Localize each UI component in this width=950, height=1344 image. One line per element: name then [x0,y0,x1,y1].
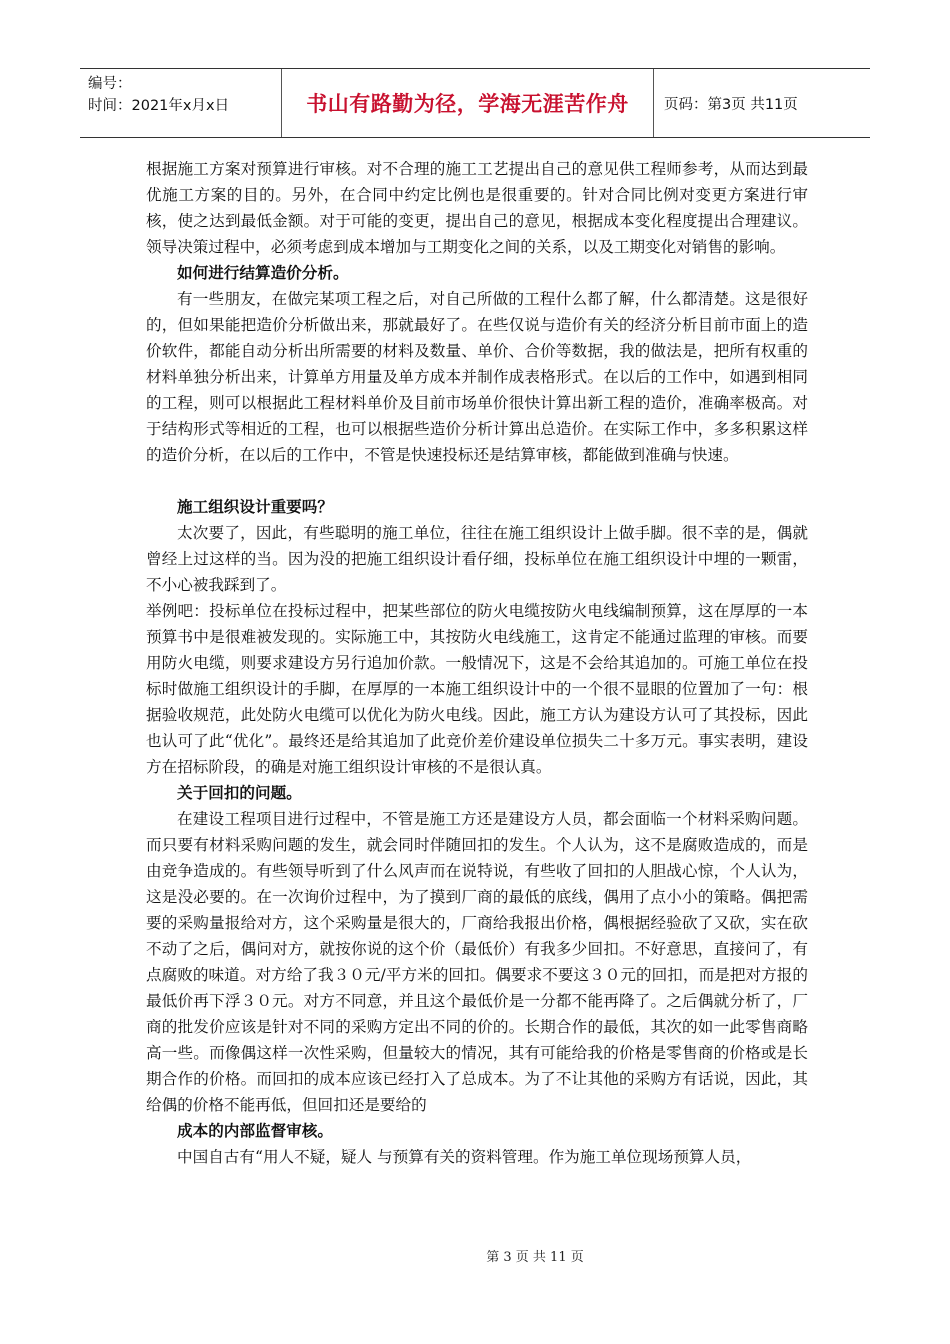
page-header [80,68,870,138]
paragraph-rebate: 在建设工程项目进行过程中，不管是施工方还是建设方人员，都会面临一个材料采购问题。而只要有材料采购问题的发生，就会同时伴随回扣的发生。个人认为，这不是腐败造成的，而是由竞争造成的。有些领导听到了什么风声而在说特说，有些收了回扣的人胆战心惊，个人认为，这是没必要的。在一次询价过程中，为了摸到厂商的最低的底线，偶用了点小小的策略。偶把需要的采购量报给对方，这个采购量是很大的，厂商给我报出价格，偶根据经验砍了又砍，实在砍不动了之后，偶问对方，就按你说的这个价（最低价）有我多少回扣。不好意思，直接问了，有点腐败的味道。对方给了我３０元/平方米的回扣。偶要求不要这３０元的回扣，而是把对方报的最低价再下浮３０元。对方不同意，并且这个最低价是一分都不能再降了。之后偶就分析了，厂商的批发价应该是针对不同的采购方定出不同的价的。长期合作的最低，其次的如一此零售商略高一些。而像偶这样一次性采购，但量较大的情况，其有可能给我的价格是零售商的价格或是长期合作的价格。而回扣的成本应该已经打入了总成本。为了不让其他的采购方有话说，因此，其给偶的价格不能再低，但回扣还是要给的 [146,810,808,1114]
document-time-label: 时间：2021年x月x日 [88,98,230,114]
heading-construction-design: 施工组织设计重要吗？ [177,498,333,516]
heading-internal-audit: 成本的内部监督审核。 [177,1122,333,1140]
paragraph-cost-analysis: 有一些朋友，在做完某项工程之后，对自己所做的工程什么都了解，什么都清楚。这是很好的，但如果能把造价分析做出来，那就最好了。在些仅说与造价有关的经济分析目前市面上的造价软件，都能自动分析出所需要的材料及数量、单价、合价等数据，我的做法是，把所有权重的材料单独分析出来，计算单方用量及单方成本并制作成表格形式。在以后的工作中，如遇到相同的工程，则可以根据此工程材料单价及目前市场单价很快计算出新工程的造价，准确率极高。对于结构形式等相近的工程，也可以根据些造价分析计算出总造价。在实际工作中，多多积累这样的造价分析，在以后的工作中，不管是快速投标还是结算审核，都能做到准确与快速。 [146,290,808,464]
paragraph-budget-review: 根据施工方案对预算进行审核。对不合理的施工工艺提出自己的意见供工程师参考，从而达到最优施工方案的目的。另外，在合同中约定比例也是很重要的。针对合同比例对变更方案进行审核，使之达到最低金额。对于可能的变更，提出自己的意见，根据成本变化程度提出合理建议。领导决策过程中，必须考虑到成本增加与工期变化之间的关系，以及工期变化对销售的影响。 [146,160,808,256]
heading-settlement-analysis: 如何进行结算造价分析。 [177,264,349,282]
blank-line [146,468,808,494]
paragraph-internal-audit: 中国自古有“用人不疑，疑人 与预算有关的资料管理。作为施工单位现场预算人员， [177,1148,752,1166]
document-body [146,156,808,1170]
header-page-info: 页码：第3页 共11页 [664,96,798,113]
header-meta-cell [80,69,282,137]
document-number-label: 编号： [88,76,132,92]
page-footer [0,1246,950,1265]
paragraph-example: 举例吧：投标单位在投标过程中，把某些部位的防火电缆按防火电线编制预算，这在厚厚的一本预算书中是很难被发现的。实际施工中，其按防火电线施工，这肯定不能通过监理的审核。而要用防火电缆，则要求建设方另行追加价款。一般情况下，这是不会给其追加的。可施工单位在投标时做施工组织设计的手脚，在厚厚的一本施工组织设计中的一个很不显眼的位置加了一句：根据验收规范，此处防火电缆可以优化为防火电线。因此，施工方认为建设方认可了其投标，因此也认可了此“优化”。最终还是给其追加了此竞价差价建设单位损失二十多万元。事实表明，建设方在招标阶段，的确是对施工组织设计审核的不是很认真。 [146,602,808,776]
heading-rebate: 关于回扣的问题。 [177,784,302,802]
header-motto: 书山有路勤为径，学海无涯苦作舟 [282,69,654,137]
footer-page-number: 第 3 页 共 11 页 [486,1250,584,1265]
paragraph-construction-design: 太次要了，因此，有些聪明的施工单位，往往在施工组织设计上做手脚。很不幸的是，偶就曾经上过这样的当。因为没的把施工组织设计看仔细，投标单位在施工组织设计中埋的一颗雷，不小心被我踩到了。 [146,524,808,594]
